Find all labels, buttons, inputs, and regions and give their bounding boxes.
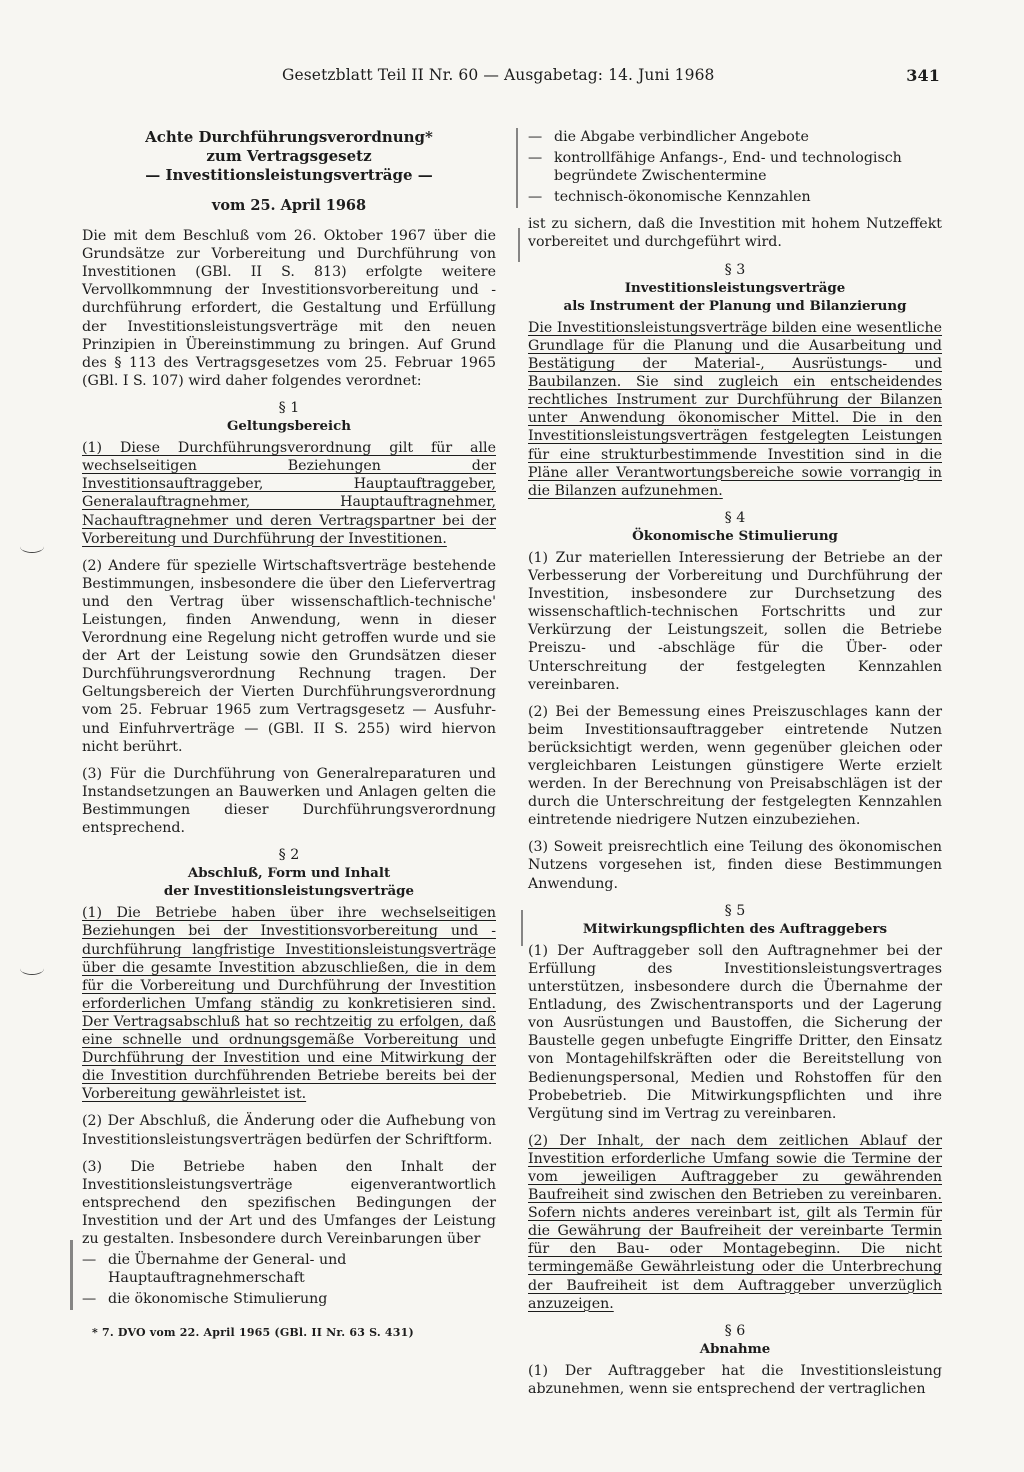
section-3-para-1: Die Investitionsleistungsverträge bilden eine wesentliche Grundlage für die Planung und die Ausarbeitung und Bestätigung der Material-, Ausrüstungs- und Baubilanzen. Sie sind zugleich ein entscheidendes rechtliches Instrument zur Durchführung der Bilanzen unter Anwendung ökonomischer Mittel. Die in den Investitionsleistungsverträgen festgelegten Leistungen für eine strukturbestimmende Investition sind in die Pläne aller Verantwortungsbereiche sowie vorrangig in die Bilanzen aufzunehmen. [528, 319, 942, 499]
preamble: Die mit dem Beschluß vom 26. Oktober 1967 über die Grundsätze zur Vorbereitung und Durchführung von Investitionen (GBl. II S. 813) erfolgte weitere Vervollkommnung der Investitionsvorbereitung und -durchführung erfordert, die Gestaltung und Erfüllung der Investitionsleistungsverträge mit den neuen Prinzipien in Übereinstimmung zu bringen. Auf Grund des § 113 des Vertragsgesetzes vom 25. Februar 1965 (GBl. I S. 107) wird daher folgendes verordnet: [82, 228, 496, 389]
section-5-heading: Mitwirkungspflichten des Auftraggebers [582, 920, 888, 937]
section-4-para-1: (1) Zur materiellen Interessierung der Betriebe an der Verbesserung der Vorbereitung und Durchführung der Investition, insbesondere zur Durchsetzung des wissenschaftlich-technischen Fortschritts und zur Verkürzung der Leistungszeit, sollen die Betriebe Preiszu- und -abschläge für die Über- oder Unterschreitung der festgelegten Kennzahlen vereinbaren. [528, 549, 942, 693]
list-item [82, 1251, 496, 1287]
section-4-number: § 4 [724, 509, 746, 526]
section-5-para-2: (2) Der Inhalt, der nach dem zeitlichen Ablauf der Investition erforderliche Umfang sowie die Termine der vom jeweiligen Auftraggeber zu gewährenden Baufreiheit sind zwischen den Betrieben zu vereinbaren. Sofern nichts anderes vereinbart ist, gilt als Termin für die Gewährung der Baufreiheit der vereinbarte Termin für den Bau- oder Montagebeginn. Die nicht termingemäße Gewährleistung oder die Unterbrechung der Baufreiheit ist dem Auftraggeber unverzüglich anzuzeigen. [528, 1132, 942, 1312]
document-date: vom 25. April 1968 [211, 197, 367, 214]
doc-title-line-1: Achte Durchführungsverordnung* [145, 128, 433, 146]
section-1-para-3: (3) Für die Durchführung von Generalreparaturen und Instandsetzungen an Bauwerken und Anlagen gelten die Bestimmungen dieser Durchführungsverordnung entsprechend. [82, 765, 496, 836]
page-number: 341 [906, 66, 940, 85]
list-item-text: die ökonomische Stimulierung [108, 1291, 328, 1308]
document-title [82, 128, 496, 185]
margin-curve-mark [20, 962, 44, 975]
right-column [528, 128, 942, 1407]
section-3-number: § 3 [724, 261, 746, 278]
dash-marker: — [82, 1252, 97, 1269]
section-1-para-2: (2) Andere für spezielle Wirtschaftsverträge bestehende Bestimmungen, insbesondere die über den Liefervertrag und den Vertrag über wissenschaftlich-technische' Leistungen, finden Anwendung, wenn in dieser Verordnung eine Regelung nicht getroffen wurde und sie der Art der Leistung sowie den Grundsätzen dieser Durchführungsverordnung Rechnung tragen. Der Geltungsbereich der Vierten Durchführungsverordnung vom 25. Februar 1965 zum Vertragsgesetz — Ausfuhr- und Einfuhrverträge — (GBl. II S. 255) wird hiervon nicht berührt. [82, 557, 496, 755]
margin-mark [518, 228, 520, 262]
list-item-text: kontrollfähige Anfangs-, End- und technologisch begründete Zwischentermine [554, 150, 902, 185]
section-1-heading: Geltungsbereich [226, 418, 352, 435]
section-3-heading-2: als Instrument der Planung und Bilanzierung [563, 297, 907, 314]
section-4-para-2: (2) Bei der Bemessung eines Preiszuschlages kann der beim Investitionsauftraggeber eintretende Nutzen berücksichtigt werden, wenn gegenüber gleichen oder vergleichbaren Leistungen günstigere Werte erzielt werden. In der Berechnung von Preisabschlägen ist der durch die Unterschreitung der festgelegten Kennzahlen eintretende niedrigere Nutzen einzubeziehen. [528, 703, 942, 829]
section-4-para-3: (3) Soweit preisrechtlich eine Teilung des ökonomischen Nutzens vorgesehen ist, finden diese Bestimmungen Anwendung. [528, 839, 942, 892]
doc-title-line-2: zum Vertragsgesetz [206, 147, 372, 165]
section-5-para-1: (1) Der Auftraggeber soll den Auftragnehmer bei der Erfüllung des Investitionsleistungsvertrages unterstützen, insbesondere durch die Übernahme der Entladung, des Zwischentransports und der Lagerung von Ausrüstungen und Baustoffen, die Sicherung der Baustelle gegen unbefugte Eingriffe Dritter, den Einsatz von Montagehilfskräften oder die Bereitstellung von Bedienungspersonal, Medien und Rohstoffen für den Probebetrieb. Die Mitwirkungspflichten und ihre Vergütung sind im Vertrag zu vereinbaren. [528, 942, 942, 1122]
section-2-heading-1: Abschluß, Form und Inhalt [187, 865, 391, 882]
section-1-number: § 1 [278, 399, 300, 416]
section-4-heading: Ökonomische Stimulierung [632, 527, 838, 544]
section-6-para-1: (1) Der Auftraggeber hat die Investitionsleistung abzunehmen, wenn sie entsprechend der vertraglichen [528, 1362, 942, 1397]
section-2-para-3: (3) Die Betriebe haben den Inhalt der Investitionsleistungsverträge eigenverantwortlich entsprechend den spezifischen Bedingungen der Investition und der Art und des Umfanges der Leistung zu gestalten. Insbesondere durch Vereinbarungen über [82, 1158, 496, 1247]
margin-mark [70, 1240, 73, 1310]
dash-marker: — [82, 1291, 97, 1308]
margin-mark [521, 910, 523, 946]
section-3-heading-1: Investitionsleistungsverträge [624, 279, 846, 296]
section-2-para-1: (1) Die Betriebe haben über ihre wechselseitigen Beziehungen bei der Investitionsvorbereitung und -durchführung langfristige Investitionsleistungsverträge über die gesamte Investition abzuschließen, die in dem für die Vorbereitung und Durchführung der Investition erforderlichen Umfang ständig zu konkretisieren sind. Der Vertragsabschluß hat so rechtzeitig zu erfolgen, daß eine schnelle und ordnungsgemäße Vorbereitung und Durchführung der Investition und eine Mitwirkung der die Investition durchführenden Betriebe bereits bei der Vorbereitung gewährleistet ist. [82, 905, 496, 1103]
list-item [528, 128, 942, 146]
section-5-number: § 5 [724, 902, 746, 919]
section-1-para-1: (1) Diese Durchführungsverordnung gilt für alle wechselseitigen Beziehungen der Investitionsauftraggeber, Hauptauftraggeber, Generalauftragnehmer, Hauptauftragnehmer, Nachauftragnehmer und deren Vertragspartner bei der Vorbereitung und Durchführung der Investitionen. [82, 440, 496, 547]
margin-mark [516, 128, 518, 208]
dash-marker: — [528, 129, 543, 145]
doc-title-line-3: — Investitionsleistungsverträge — [145, 166, 433, 184]
list-item [528, 149, 942, 185]
list-continuation: ist zu sichern, daß die Investition mit hohem Nutzeffekt vorbereitet und durchgeführt wird. [528, 216, 942, 251]
section-2-para-2: (2) Der Abschluß, die Änderung oder die Aufhebung von Investitionsleistungsverträgen bedürfen der Schriftform. [82, 1113, 496, 1148]
gazette-title: Gesetzblatt Teil II Nr. 60 — Ausgabetag: 14. Juni 1968 [282, 66, 715, 84]
dash-marker: — [528, 150, 543, 167]
footnote: * 7. DVO vom 22. April 1965 (GBl. II Nr. 63 S. 431) [92, 1326, 414, 1339]
margin-curve-mark [20, 540, 44, 553]
section-2-heading-2: der Investitionsleistungsverträge [163, 883, 415, 900]
section-2-number: § 2 [278, 847, 300, 864]
list-item [528, 188, 942, 206]
list-item [82, 1290, 496, 1308]
section-6-number: § 6 [724, 1322, 746, 1339]
list-item-text: technisch-ökonomische Kennzahlen [554, 189, 811, 206]
left-column [82, 128, 496, 1311]
section-6-heading: Abnahme [699, 1340, 771, 1357]
dash-marker: — [528, 189, 543, 206]
list-item-text: die Übernahme der General- und Hauptauftragnehmerschaft [108, 1252, 347, 1287]
list-item-text: die Abgabe verbindlicher Angebote [554, 129, 809, 145]
